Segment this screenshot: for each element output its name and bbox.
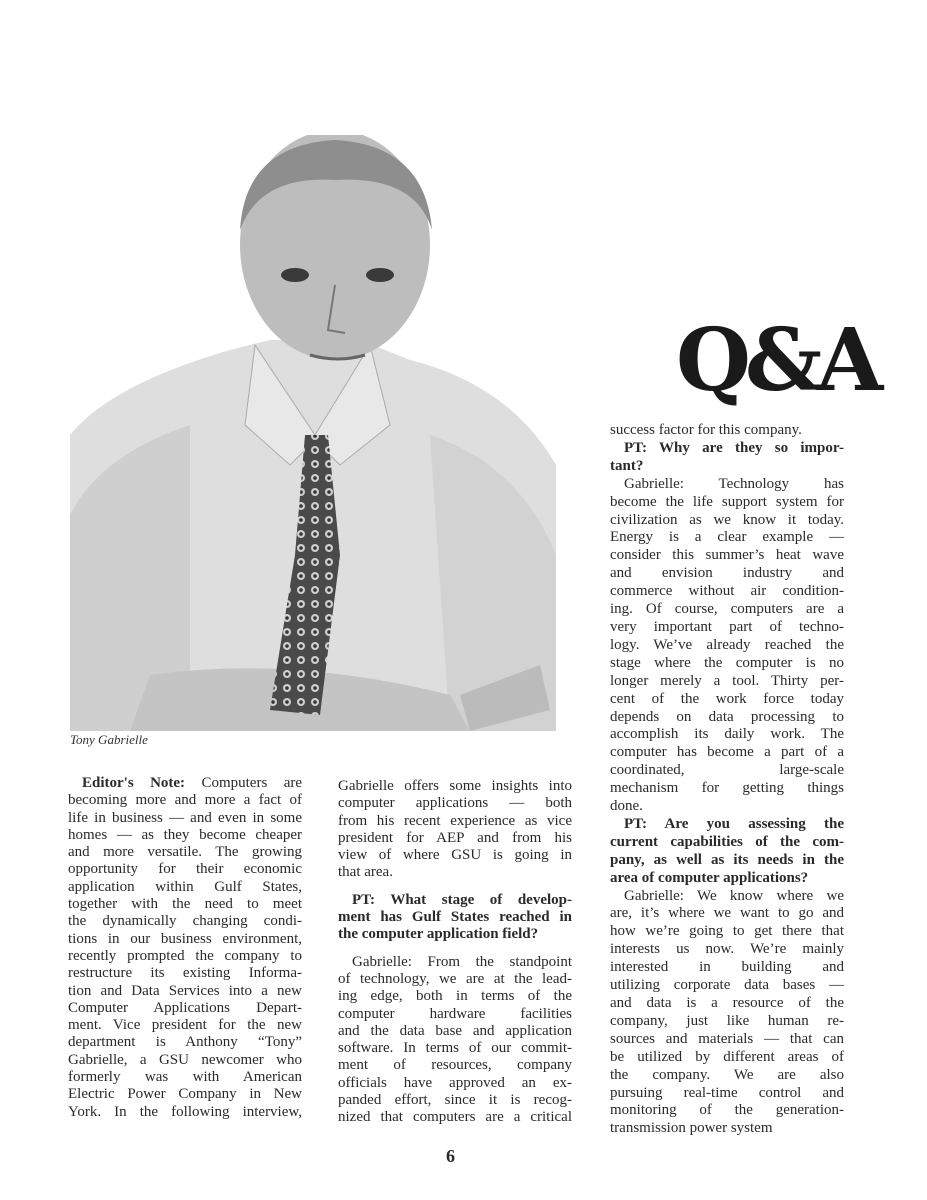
text-line: of technology, we are at the lead- [338,970,572,987]
text-line: and envision industry and [610,565,844,582]
text-line: together with the need to meet [68,896,302,913]
text-line: consider this summer’s heat wave [610,547,844,564]
text-line: homes — as they become cheaper [68,826,302,843]
text-line: depends on data processing to [610,708,844,725]
text-line: recently prompted the company to [68,947,302,964]
text-line: opportunity for their economic [68,861,302,878]
text-line: how we’re going to get there that [610,923,844,940]
text-line [68,775,302,792]
text-line: and more versatile. The growing [68,844,302,861]
text-line: interests us now. We’re mainly [610,941,844,958]
interview-answer [610,422,844,440]
editors-note-label: Editor's Note: [82,775,186,791]
text-line: logy. We’ve already reached the [610,636,844,653]
text-line: Gabrielle: We know where we [624,887,844,904]
text-line: Computer Applications Depart- [68,999,302,1016]
text-line: computer hardware facilities [338,1005,572,1022]
text-line: ment. Vice president for the new [68,1017,302,1034]
text-line: are, it’s where we want to go and [610,905,844,922]
text-line: the computer application field? [338,926,539,943]
interview-question [338,892,572,944]
text-span: Computers are [185,775,303,791]
text-line: company, just like human re- [610,1012,844,1029]
text-line: president for AEP and from his [338,829,572,846]
qa-logo: Q&A [676,310,878,411]
interview-answer [610,476,844,816]
text-line: computer applications — both [338,795,572,812]
text-line: nized that computers are a critical [338,1109,572,1126]
text-line: coordinated, large-scale [610,762,844,779]
text-line: mechanism for getting things [610,780,844,797]
text-line: panded effort, since it is recog- [338,1092,572,1109]
text-line: done. [610,798,643,815]
text-line: tant? [610,457,644,474]
interview-answer [338,954,572,1127]
text-line: success factor for this company. [610,422,802,438]
text-line: PT: Are you assessing the [624,815,844,832]
text-line: officials have approved an ex- [338,1074,572,1091]
text-line: longer merely a tool. Thirty per- [610,672,844,689]
text-line: Energy is a clear example — [610,529,844,546]
text-line: sources and materials — that can [610,1030,844,1047]
text-line: area of computer applications? [610,869,809,886]
interview-question [610,816,844,888]
text-line: cent of the work force today [610,690,844,707]
text-line: Gabrielle, a GSU newcomer who [68,1051,302,1068]
photo-caption: Tony Gabrielle [70,732,148,747]
text-line: software. In terms of our commit- [338,1040,572,1057]
text-line: current capabilities of the com- [610,833,844,850]
text-line: pursuing real-time control and [610,1084,844,1101]
text-line: department is Anthony “Tony” [68,1034,302,1051]
text-line: that area. [338,864,393,881]
text-line: Gabrielle offers some insights into [338,778,572,794]
text-line: and the data base and application [338,1022,572,1039]
text-line: tion and Data Services into a new [68,982,302,999]
text-line: ing edge, both in terms of the [338,988,572,1005]
text-line: stage where the computer is no [610,654,844,671]
interview-answer [610,888,844,1139]
text-line: tions in our business environment, [68,930,302,947]
text-line: accomplish its daily work. The [610,726,844,743]
text-line: application within Gulf States, [68,878,302,895]
interview-answer [338,778,572,882]
text-line: be utilized by different areas of [610,1048,844,1065]
text-line: utilizing corporate data bases — [610,977,844,994]
text-line: ment has Gulf States reached in [338,909,572,926]
text-line: and data is a resource of the [610,995,844,1011]
text-line: pany, as well as its needs in the [610,851,844,868]
text-line: view of where GSU is going in [338,847,572,864]
text-line: Electric Power Company in New [68,1086,302,1103]
text-line: York. In the following interview, [68,1103,302,1120]
column-left [68,775,302,1121]
text-line: life in business — and even in some [68,809,302,826]
text-line: civilization as we know it today. [610,511,844,528]
text-line: transmission power system [610,1120,773,1137]
text-line: commerce without air condition- [610,583,844,600]
text-line: become the life support system for [610,493,844,510]
text-line: from his recent experience as vice [338,812,572,829]
text-line: restructure its existing Informa- [68,965,302,982]
portrait-photo [70,135,556,731]
text-line: the company. We are also [610,1066,844,1083]
interview-question [610,440,844,476]
text-line: ing. Of course, computers are a [610,601,844,618]
text-line: very important part of techno- [610,618,844,635]
text-line: PT: What stage of develop- [352,891,572,908]
column-middle [338,778,572,1127]
text-line: monitoring of the generation- [610,1102,844,1119]
text-line: becoming more and more a fact of [68,792,302,809]
text-line: PT: Why are they so impor- [624,439,844,456]
column-right [610,422,844,1138]
text-line: interested in building and [610,959,844,976]
editors-note [68,775,302,1121]
page-number: 6 [446,1146,455,1166]
text-line: computer has become a part of a [610,744,844,761]
text-line: Gabrielle: Technology has [624,475,844,492]
text-line: the dynamically changing condi- [68,913,302,930]
text-line: formerly was with American [68,1069,302,1086]
text-line: ment of resources, company [338,1057,572,1074]
text-line: Gabrielle: From the standpoint [352,953,572,970]
